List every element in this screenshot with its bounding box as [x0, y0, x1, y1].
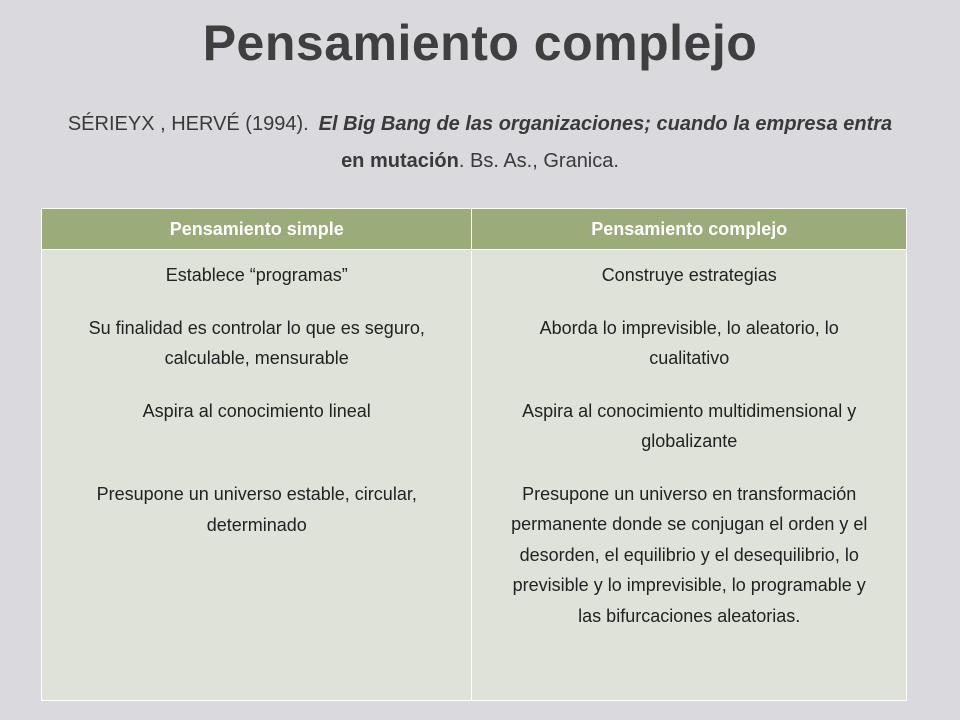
citation-publisher: . Bs. As., Granica. [458, 150, 619, 172]
slide-title: Pensamiento complejo [202, 15, 758, 71]
citation-connector: en [341, 150, 365, 172]
simple-item-finalidad: Su finalidad es controlar lo que es seguro, calculable, mensurable [88, 317, 425, 368]
simple-item-conocimiento: Aspira al conocimiento lineal [142, 400, 371, 421]
table-row [42, 250, 907, 701]
citation-work-title-2: mutación [369, 150, 459, 172]
citation [60, 106, 900, 180]
complejo-item-estrategias: Construye estrategias [601, 265, 777, 285]
table-header-row [42, 209, 907, 250]
complejo-item-imprevisible: Aborda lo imprevisible, lo aleatorio, lo cualitativo [539, 317, 839, 368]
header-simple: Pensamiento simple [42, 209, 472, 250]
complejo-item-conocimiento: Aspira al conocimiento multidimensional y globalizante [522, 400, 857, 451]
comparison-table [41, 208, 907, 701]
citation-work-title-1: El Big Bang de las organizaciones; cuando la empresa entra [318, 113, 893, 135]
header-complejo: Pensamiento complejo [472, 209, 907, 250]
cell-complejo [472, 250, 907, 701]
citation-author: SÉRIEYX , HERVÉ (1994). [67, 113, 309, 135]
cell-simple [42, 250, 472, 701]
simple-item-programas: Establece “programas” [165, 265, 348, 285]
complejo-item-universo: Presupone un universo en transformación permanente donde se conjugan el orden y el desorden, el equilibrio y el desequilibrio, lo previsible y lo imprevisible, lo programable y las bifurcaciones aleatorias. [511, 483, 868, 626]
simple-item-universo: Presupone un universo estable, circular, determinado [96, 484, 417, 535]
